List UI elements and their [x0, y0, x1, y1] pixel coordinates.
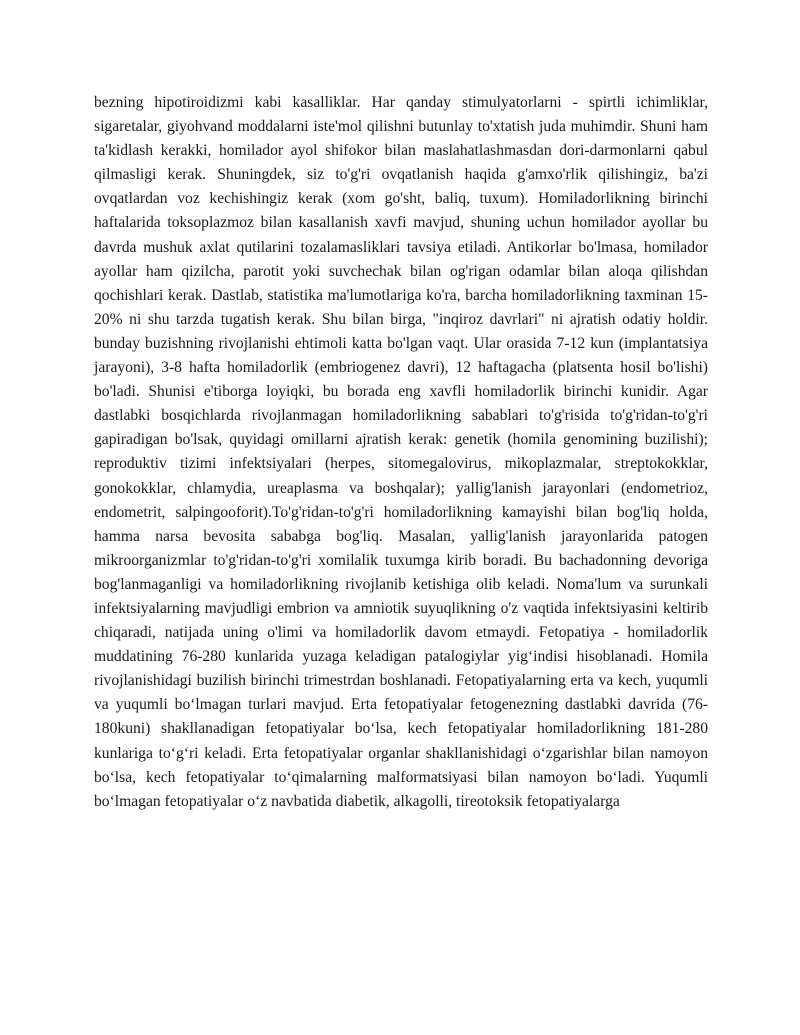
document-page	[94, 91, 708, 814]
body-paragraph: bezning hipotiroidizmi kabi kasalliklar. Har qanday stimulyatorlarni - spirtli ichimliklar, sigaretalar, giyohvand moddalarni iste'mol qilishni butunlay to'xtatish juda muhimdir. Shuni ham ta'kidlash kerakki, homilador ayol shifokor bilan maslahatlashmasdan dori-darmonlarni qabul qilmasligi kerak. Shuningdek, siz to'g'ri ovqatlanish haqida g'amxo'rlik qilishingiz, ba'zi ovqatlardan voz kechishingiz kerak (xom go'sht, baliq, tuxum). Homiladorlikning birinchi haftalarida toksoplazmoz bilan kasallanish xavfi mavjud, shuning uchun homilador ayollar bu davrda mushuk axlat qutilarini tozalamasliklari tavsiya etiladi. Antikorlar bo'lmasa, homilador ayollar ham qizilcha, parotit yoki suvchechak bilan og'rigan odamlar bilan aloqa qilishdan qochishlari kerak. Dastlab, statistika ma'lumotlariga ko'ra, barcha homiladorlikning taxminan 15-20% ni shu tarzda tugatish kerak. Shu bilan birga, "inqiroz davrlari" ni ajratish odatiy holdir. bunday buzishning rivojlanishi ehtimoli katta bo'lgan vaqt. Ular orasida 7-12 kun (implantatsiya jarayoni), 3-8 hafta homiladorlik (embriogenez davri), 12 haftagacha (platsenta hosil bo'lishi) bo'ladi. Shunisi e'tiborga loyiqki, bu borada eng xavfli homiladorlik birinchi kunidir. Agar dastlabki bosqichlarda rivojlanmagan homiladorlikning sabablari to'g'risida to'g'ridan-to'g'ri gapiradigan bo'lsak, quyidagi omillarni ajratish kerak: genetik (homila genomining buzilishi); reproduktiv tizimi infektsiyalari (herpes, sitomegalovirus, mikoplazmalar, streptokokklar, gonokokklar, chlamydia, ureaplasma va boshqalar); yallig'lanish jarayonlari (endometrioz, endometrit, salpingooforit).To'g'ridan-to'g'ri homiladorlikning kamayishi bilan bog'liq holda, hamma narsa bevosita sababga bog'liq. Masalan, yallig'lanish jarayonlarida patogen mikroorganizmlar to'g'ridan-to'g'ri xomilalik tuxumga kirib boradi. Bu bachadonning devoriga bog'lanmaganligi va homiladorlikning rivojlanib ketishiga olib keladi. Noma'lum va surunkali infektsiyalarning mavjudligi embrion va amniotik suyuqlikning o'z vaqtida infektsiyasini keltirib chiqaradi, natijada uning o'limi va homiladorlik davom etmaydi. Fetopatiya - homiladorlik muddatining 76-280 kunlarida yuzaga keladigan patalogiylar yig‘indisi hisoblanadi. Homila rivojlanishidagi buzilish birinchi trimestrdan boshlanadi. Fetopatiyalarning erta va kech, yuqumli va yuqumli bo‘lmagan turlari mavjud. Erta fetopatiyalar fetogenezning dastlabki davrida (76-180kuni) shakllanadigan fetopatiyalar bo‘lsa, kech fetopatiyalar homiladorlikning 181-280 kunlariga to‘g‘ri keladi. Erta fetopatiyalar organlar shakllanishidagi o‘zgarishlar bilan namoyon bo‘lsa, kech fetopatiyalar to‘qimalarning malformatsiyasi bilan namoyon bo‘ladi. Yuqumli bo‘lmagan fetopatiyalar o‘z navbatida diabetik, alkagolli, tireotoksik fetopatiyalarga	[94, 94, 708, 810]
